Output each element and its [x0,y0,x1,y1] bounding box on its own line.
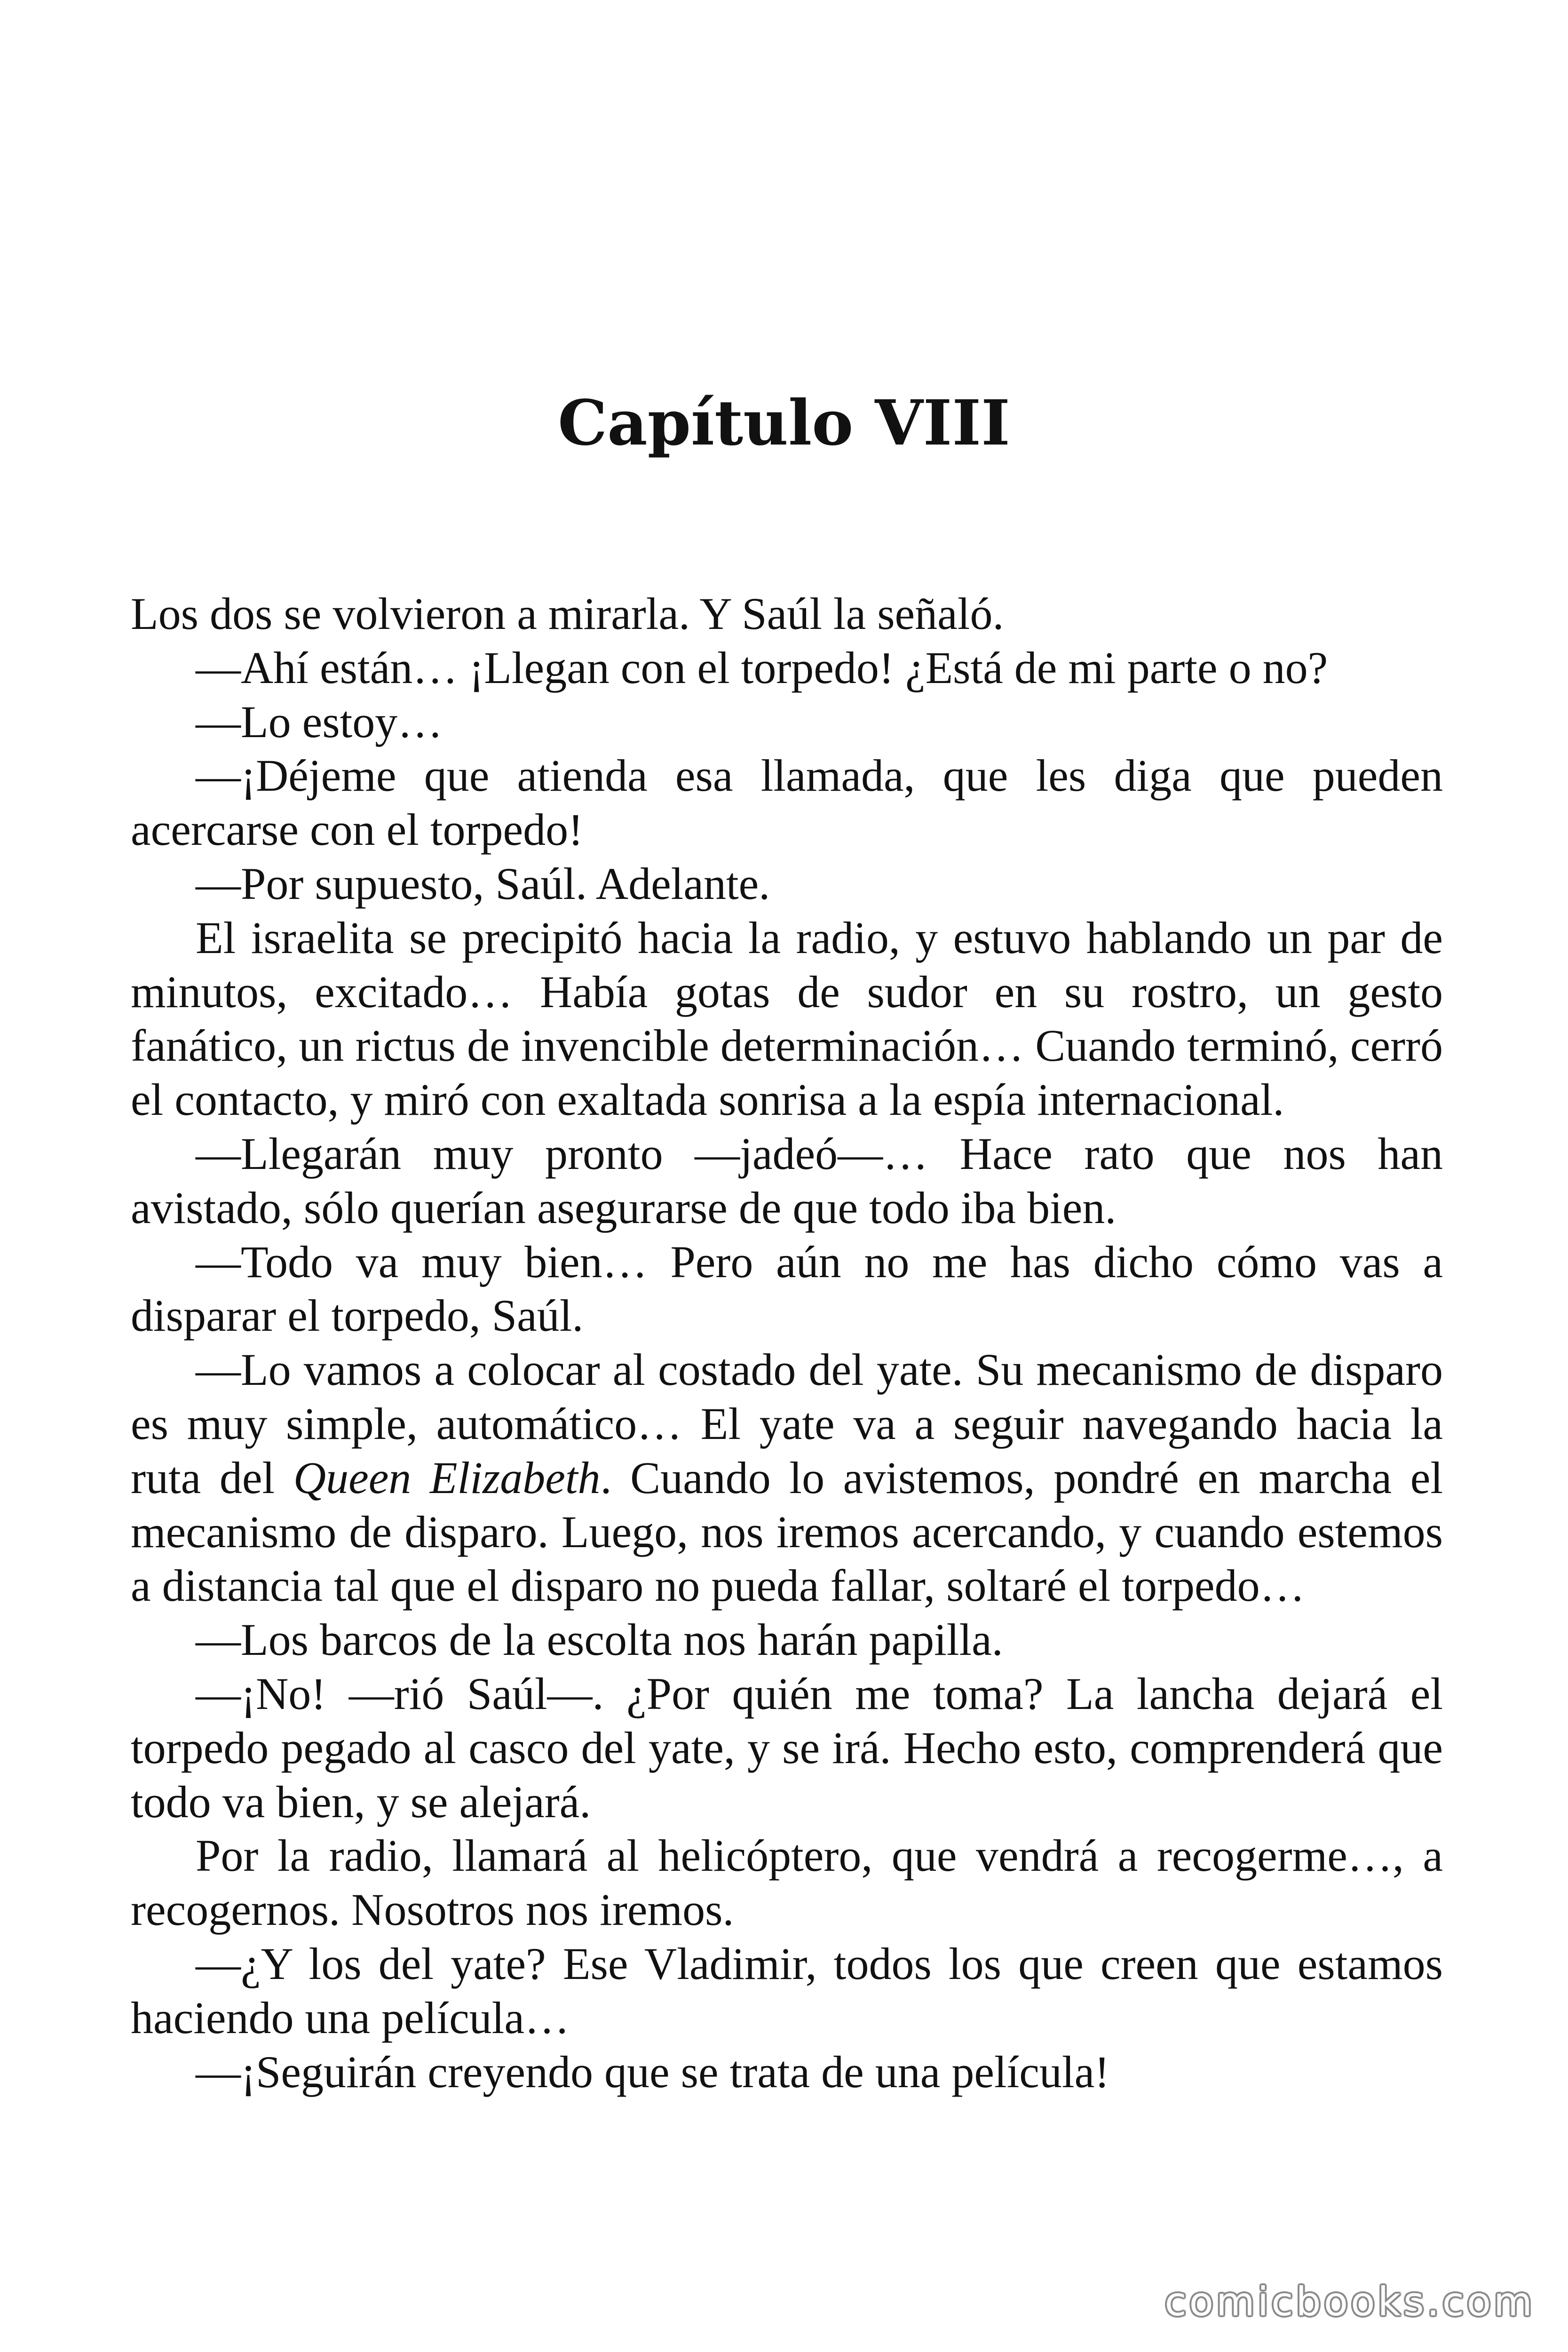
paragraph-text: . Cuando lo avistemos, pondré en marcha el mecanismo de disparo. Luego, nos iremos acercando, y cuando estemos a distancia tal que el disparo no pueda fallar, soltaré el torpedo… [131,1452,1443,1611]
paragraph: El israelita se precipitó hacia la radio, y estuvo hablando un par de minutos, excitado… Había gotas de sudor en su rostro, un gesto fanático, un rictus de invencible determinación… Cuando terminó, cerró el contacto, y miró con exaltada sonrisa a la espía internacional. [131,912,1443,1125]
paragraph: —Los barcos de la escolta nos harán papilla. [196,1614,1003,1665]
ship-name: Queen Elizabeth [293,1452,601,1503]
paragraph: Por la radio, llamará al helicóptero, que vendrá a recogerme…, a recogernos. Nosotros nos iremos. [131,1830,1443,1935]
paragraph: —¡Seguirán creyendo que se trata de una película! [196,2046,1110,2097]
paragraph: —¡Déjeme que atienda esa llamada, que les diga que pueden acercarse con el torpedo! [131,750,1443,855]
paragraph: Los dos se volvieron a mirarla. Y Saúl la señaló. [131,588,1004,639]
chapter-body [131,587,1443,2099]
paragraph: —Lo estoy… [196,696,443,747]
paragraph: —Todo va muy bien… Pero aún no me has dicho cómo vas a disparar el torpedo, Saúl. [131,1236,1443,1341]
paragraph: —Por supuesto, Saúl. Adelante. [196,858,770,909]
paragraph: —¿Y los del yate? Ese Vladimir, todos los que creen que estamos haciendo una película… [131,1938,1443,2043]
chapter-title: Capítulo VIII [558,387,1010,460]
paragraph: —Llegarán muy pronto —jadeó—… Hace rato que nos han avistado, sólo querían asegurarse de que todo iba bien. [131,1128,1443,1233]
paragraph-text: —Lo vamos a colocar al costado del yate. Su mecanismo de disparo es muy simple, automático… El yate va a seguir navegando hacia la ruta del [131,1344,1443,1503]
paragraph [131,1343,1443,1613]
paragraph: —Ahí están… ¡Llegan con el torpedo! ¿Está de mi parte o no? [196,642,1328,693]
paragraph: —¡No! —rió Saúl—. ¿Por quién me toma? La lancha dejará el torpedo pegado al casco del yate, y se irá. Hecho esto, comprenderá que todo va bien, y se alejará. [131,1668,1443,1827]
site-watermark: comicbooks.com [1164,2279,1535,2325]
